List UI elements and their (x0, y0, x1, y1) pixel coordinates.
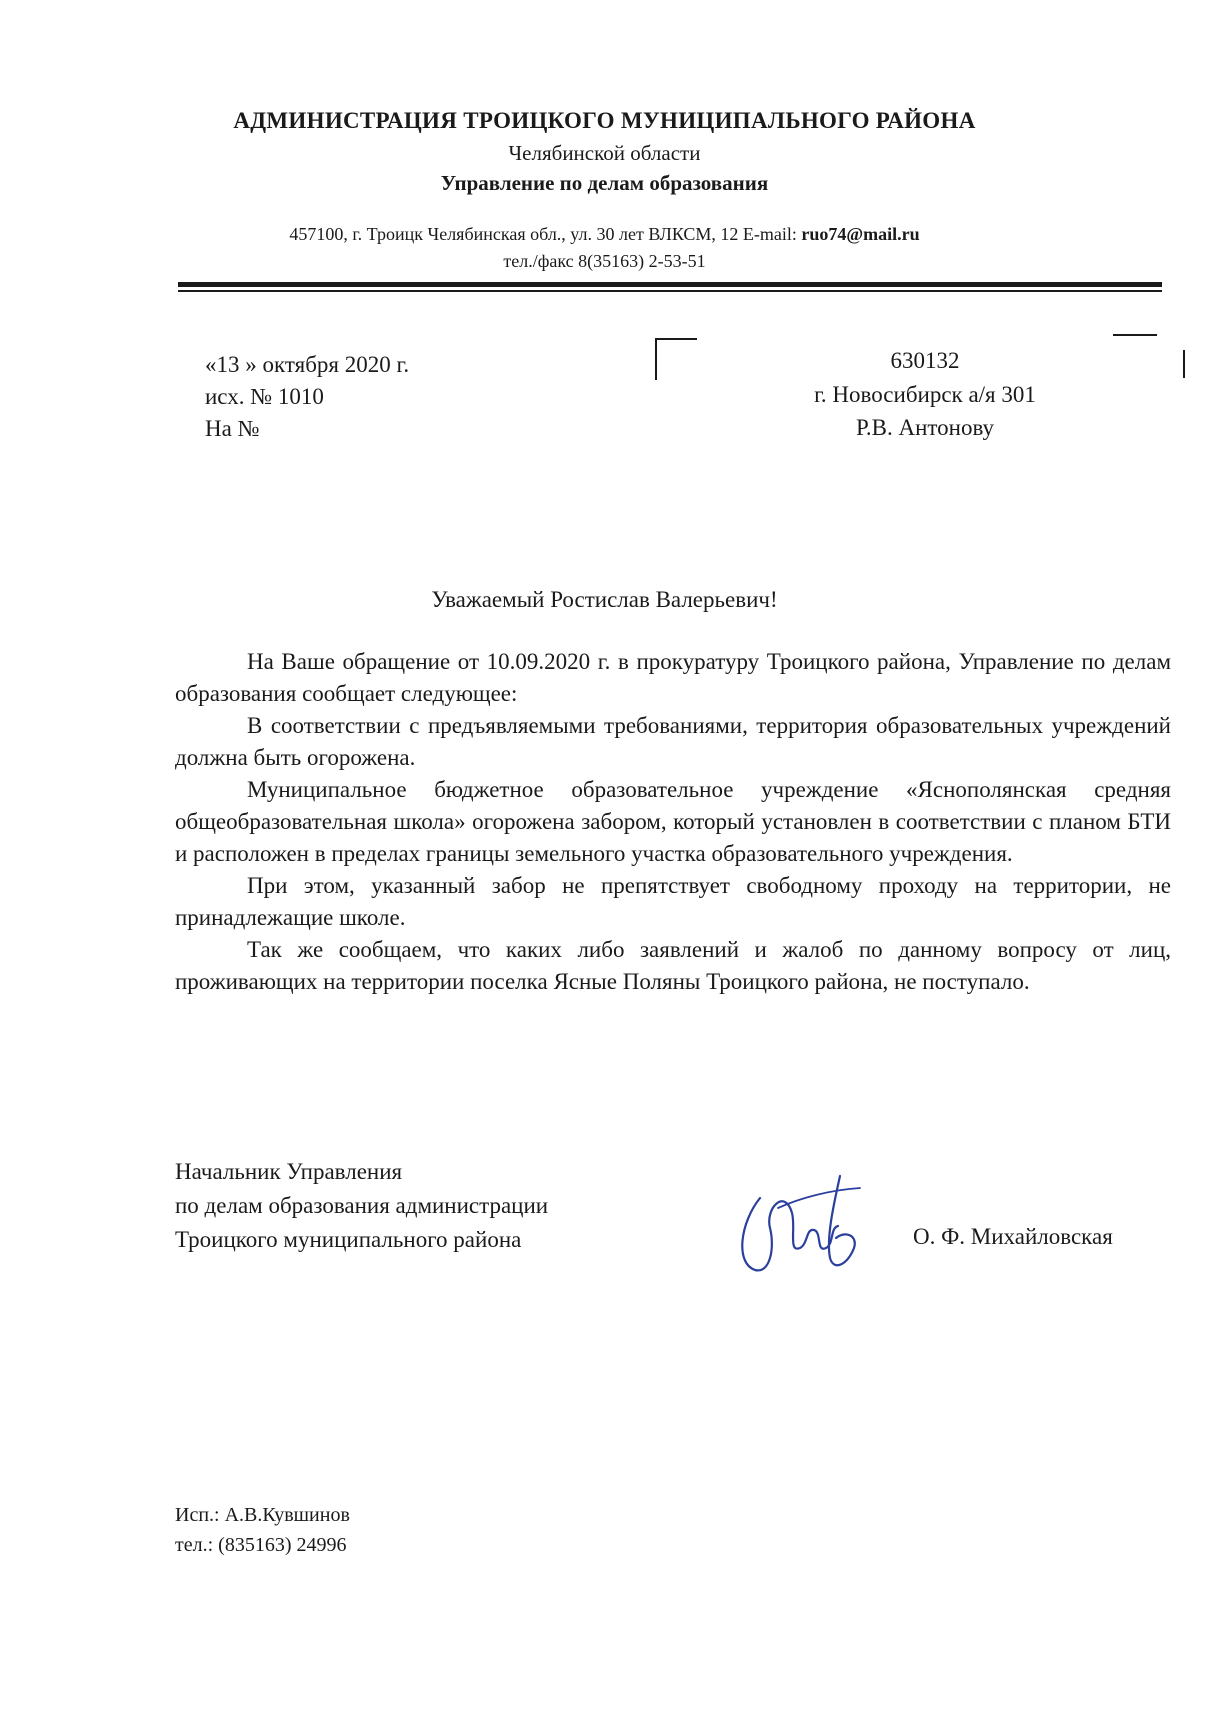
signature-stroke (742, 1198, 838, 1270)
body-paragraph: В соответствии с предъявляемыми требованиями, территория образовательных учреждений должна быть огорожена. (175, 713, 1171, 770)
address-corner-mark-right (1183, 350, 1185, 378)
executor-phone: тел.: (835163) 24996 (175, 1534, 347, 1556)
executor-info (175, 1500, 350, 1560)
department-name: Управление по делам образования (440, 171, 769, 195)
email-link[interactable]: ruo74@mail.ru (801, 224, 920, 244)
executor-name: Исп.: А.В.Кувшинов (175, 1504, 350, 1526)
signatory-title-line: по делам образования администрации (175, 1193, 549, 1218)
letterhead-rule (178, 282, 1162, 287)
outgoing-number: исх. № 1010 (205, 384, 324, 409)
letterhead-rule-thin (178, 290, 1162, 292)
recipient-city: г. Новосибирск а/я 301 (814, 382, 1036, 407)
recipient-name: Р.В. Антонову (855, 415, 995, 440)
letter-date: «13 » октября 2020 г. (205, 352, 410, 377)
body-paragraph: Так же сообщаем, что каких либо заявлений и жалоб по данному вопросу от лиц, проживающих на территории поселка Ясные Поляны Троицкого района, не поступало. (175, 937, 1171, 994)
address-text: 457100, г. Троицк Челябинская обл., ул. 30 лет ВЛКСМ, 12 E-mail: (289, 224, 802, 244)
address-corner-mark (655, 338, 697, 380)
signatory-title-line: Начальник Управления (175, 1159, 403, 1184)
body-paragraph: На Ваше обращение от 10.09.2020 г. в прокуратуру Троицкого района, Управление по делам образования сообщает следующее: (175, 649, 1171, 706)
reference-number: На № (205, 416, 260, 441)
organization-phone: тел./факс 8(35163) 2-53-51 (503, 251, 706, 271)
signature-stroke (778, 1188, 860, 1208)
signatory-name: О. Ф. Михайловская (913, 1224, 1113, 1249)
recipient-zip: 630132 (890, 348, 960, 373)
organization-region: Челябинской области (508, 141, 701, 165)
address-corner-mark-top (1113, 334, 1157, 336)
signatory-title-line: Троицкого муниципального района (175, 1227, 522, 1252)
signatory-title (175, 1155, 548, 1257)
organization-title: АДМИНИСТРАЦИЯ ТРОИЦКОГО МУНИЦИПАЛЬНОГО РАЙОНА (233, 108, 976, 133)
salutation: Уважаемый Ростислав Валерьевич! (431, 587, 778, 612)
handwritten-signature (730, 1168, 870, 1280)
body-paragraph: При этом, указанный забор не препятствует свободному проходу на территории, не принадлежащие школе. (175, 873, 1171, 930)
organization-address (0, 224, 1209, 245)
body-paragraph: Муниципальное бюджетное образовательное учреждение «Яснополянская средняя общеобразовательная школа» огорожена забором, который установлен в соответствии с планом БТИ и расположен в пределах границы земельного участка образовательного учреждения. (175, 777, 1171, 866)
letter-body (175, 646, 1171, 998)
